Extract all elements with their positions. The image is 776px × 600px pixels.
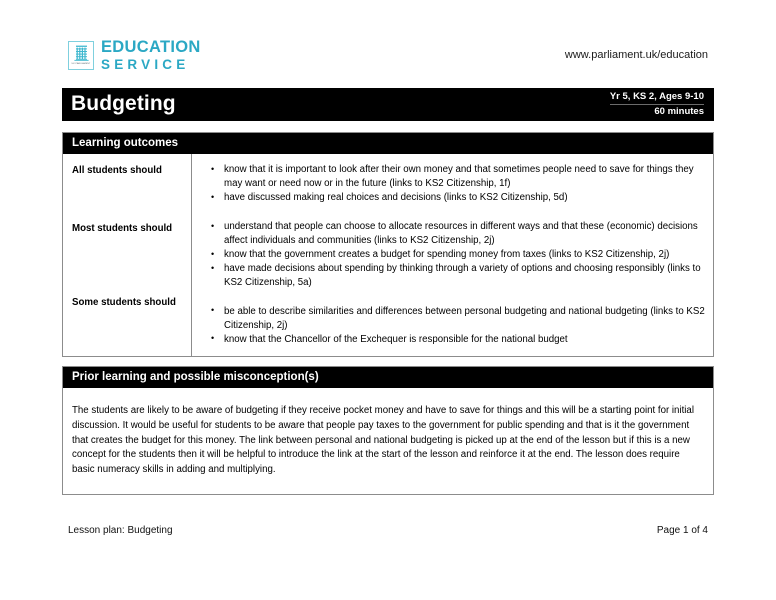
outcomes-content-column: [192, 154, 713, 356]
prior-learning-section: [62, 366, 714, 495]
lesson-title-banner: [62, 88, 714, 121]
outcome-group-most: [192, 220, 705, 290]
outcome-label-some: Some students should: [72, 296, 176, 308]
list-item: • know that it is important to look after their own money and that sometimes people need to save for things they may want or need now or in the future (links to KS2 Citizenship, 1f): [224, 163, 705, 191]
outcome-label-most: Most students should: [72, 222, 173, 234]
learning-outcomes-heading: Learning outcomes: [63, 133, 713, 154]
prior-learning-paragraph: The students are likely to be aware of budgeting if they receive pocket money and have to save for things and this will be a starting point for initial discussion. It would be useful for students to be aware that people pay taxes to the government for public spending and that is it the government that creates the budget for this money. The link between personal and national budgeting is picked up at the end of the lesson but if this is a new concept for the students then it will be helpful to introduce the link at the start of the lesson and reinforce it at the end. The lesson does require basic numeracy skills in adding and multiplying.: [72, 405, 694, 476]
brand-logo: [68, 39, 201, 72]
site-url: www.parliament.uk/education: [564, 49, 708, 61]
brand-line-service: SERVICE: [101, 57, 190, 72]
masthead: [68, 36, 708, 74]
list-item: • know that the Chancellor of the Exchequer is responsible for the national budget: [224, 333, 705, 347]
outcome-list-all: [192, 163, 705, 205]
lesson-duration: 60 minutes: [610, 104, 704, 118]
prior-learning-body: [63, 388, 713, 494]
outcome-list-most: [192, 220, 705, 290]
portcullis-icon: [68, 41, 94, 70]
outcome-label-all: All students should: [72, 165, 162, 177]
footer-document-name: Lesson plan: Budgeting: [68, 525, 173, 536]
brand-line-education: EDUCATION: [101, 37, 201, 56]
list-item: • have discussed making real choices and decisions (links to KS2 Citizenship, 5d): [224, 191, 705, 205]
list-item: • be able to describe similarities and differences between personal budgeting and national budgeting (links to KS2 Citizenship, 2j): [224, 305, 705, 333]
outcomes-label-column: [63, 154, 192, 356]
lesson-meta: [610, 91, 704, 118]
footer-page-number: Page 1 of 4: [656, 525, 708, 536]
page-footer: [68, 525, 708, 536]
outcome-group-all: [192, 163, 705, 205]
outcome-list-some: [192, 305, 705, 347]
brand-wordmark: [101, 39, 201, 72]
emblem-caption: UK PARLIAMENT: [71, 62, 91, 65]
learning-outcomes-table: [63, 154, 713, 356]
lesson-year-group: Yr 5, KS 2, Ages 9-10: [609, 91, 704, 103]
learning-outcomes-section: [62, 132, 714, 357]
list-item: • know that the government creates a budget for spending money from taxes (links to KS2 Citizenship, 2j): [224, 248, 705, 262]
list-item: • understand that people can choose to allocate resources in different ways and that these (economic) decisions affect individuals and communities (links to KS2 Citizenship, 2j): [224, 220, 705, 248]
page-title: Budgeting: [71, 92, 176, 115]
prior-learning-heading: Prior learning and possible misconception(s): [63, 367, 713, 388]
outcome-group-some: [192, 305, 705, 347]
list-item: • have made decisions about spending by thinking through a variety of options and choosing responsibly (links to KS2 Citizenship, 5a): [224, 262, 705, 290]
